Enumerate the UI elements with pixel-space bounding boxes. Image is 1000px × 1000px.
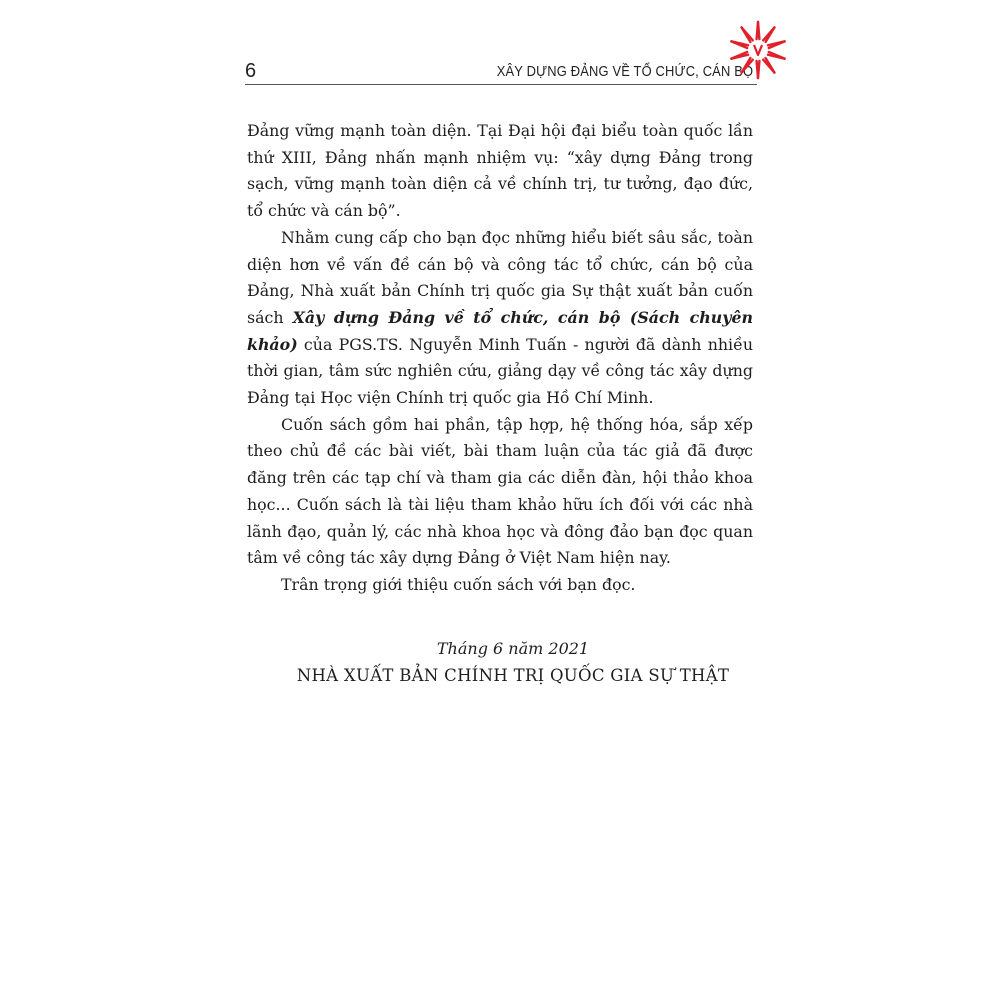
signoff-publisher: NHÀ XUẤT BẢN CHÍNH TRỊ QUỐC GIA SỰ THẬT [296,666,730,685]
signoff-date: Tháng 6 năm 2021 [436,639,590,658]
paragraph-continuation: Đảng vững mạnh toàn diện. Tại Đại hội đại biểu toàn quốc lần thứ XIII, Đảng nhấn mạnh nhiệm vụ: “xây dựng Đảng trong sạch, vững mạnh toàn diện cả về chính trị, tư tưởng, đạo đức, tổ chức và cán bộ”. [247,121,753,221]
book-title: Xây dựng Đảng về tổ chức, cán bộ (Sách chuyên khảo) [247,307,753,354]
paragraph-closing: Trân trọng giới thiệu cuốn sách với bạn đọc. [281,574,636,594]
star-emblem-icon [728,20,788,80]
paragraph-contents: Cuốn sách gồm hai phần, tập hợp, hệ thống hóa, sắp xếp theo chủ đề các bài viết, bài tham luận của tác giả đã được đăng trên các tạp chí và tham gia các diễn đàn, hội thảo khoa học... Cuốn sách là tài liệu tham khảo hữu ích đối với các nhà lãnh đạo, quản lý, các nhà khoa học và đông đảo bạn đọc quan tâm về công tác xây dựng Đảng ở Việt Nam hiện nay. [247,414,753,568]
article-body [247,118,753,599]
running-title: XÂY DỰNG ĐẢNG VỀ TỔ CHỨC, CÁN BỘ [496,63,753,80]
header-rule [245,84,757,85]
emblem-ray [757,61,758,78]
signoff [247,636,779,690]
paragraph-introduction [247,225,753,412]
page-header [245,58,757,86]
page-number: 6 [245,60,257,82]
paragraph-text: Nhằm cung cấp cho bạn đọc những hiểu biết sâu sắc, toàn diện hơn về vấn đề cán bộ và công tác tổ chức, cán bộ của Đảng, Nhà xuất bản Chính trị quốc gia Sự thật xuất bản cuốn sách [247,227,753,327]
emblem-ray [758,22,759,39]
paragraph-text: của PGS.TS. Nguyễn Minh Tuấn - người đã dành nhiều thời gian, tâm sức nghiên cứu, giảng dạy về công tác xây dựng Đảng tại Học viện Chính trị quốc gia Hồ Chí Minh. [247,334,753,408]
